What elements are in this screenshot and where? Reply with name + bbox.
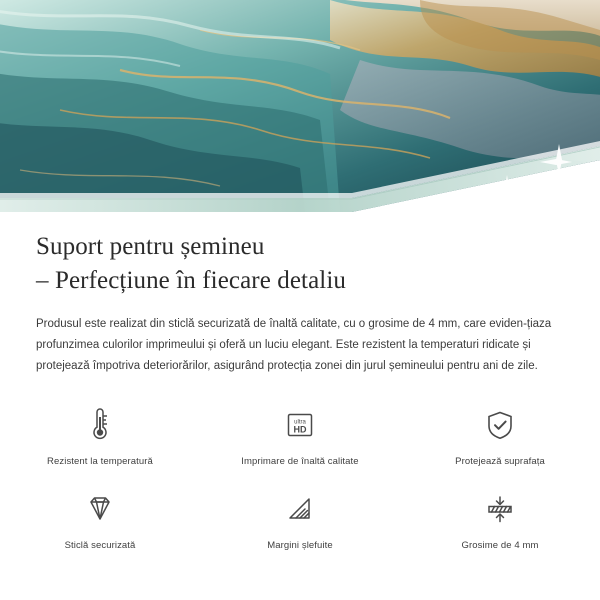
svg-text:HD: HD bbox=[293, 424, 307, 435]
feature-item-polished-edges bbox=[200, 480, 400, 556]
feature-item-surface-protection bbox=[400, 396, 600, 472]
feature-label: Protejează suprafața bbox=[455, 456, 545, 467]
feature-label: Sticlă securizată bbox=[64, 540, 136, 551]
svg-text:ultra: ultra bbox=[294, 419, 306, 426]
shield-check-icon bbox=[477, 402, 523, 448]
feature-item-tempered-glass bbox=[0, 480, 200, 556]
feature-item-print-quality bbox=[200, 396, 400, 472]
feature-grid bbox=[0, 396, 600, 556]
feature-label: Rezistent la temperatură bbox=[47, 456, 153, 467]
feature-label: Imprimare de înaltă calitate bbox=[241, 456, 359, 467]
ultra-hd-icon bbox=[277, 402, 323, 448]
text-content bbox=[0, 212, 600, 377]
page-title bbox=[0, 212, 600, 298]
feature-item-thickness bbox=[400, 480, 600, 556]
description-paragraph: Produsul este realizat din sticlă securizată de înaltă calitate, cu o grosime de 4 mm, care eviden-țiaza profunzimea culorilor imprimeului și oferă un luciu elegant. Este rezistent la temperaturi ridicate și protejează împotriva deteriorărilor, asigurând protecția zonei din jurul șemineului pentru ani de zile. bbox=[36, 318, 552, 372]
thermometer-icon bbox=[77, 402, 123, 448]
headline-line-2: – Perfecțiune în fiecare detaliu bbox=[36, 267, 346, 294]
feature-label: Margini șlefuite bbox=[267, 540, 333, 551]
diamond-icon bbox=[77, 486, 123, 532]
polished-edges-icon bbox=[277, 486, 323, 532]
feature-label: Grosime de 4 mm bbox=[461, 540, 539, 551]
headline-line-1: Suport pentru șemineu bbox=[36, 233, 265, 260]
marble-art-glass-panel-photo bbox=[0, 0, 600, 212]
hero-image bbox=[0, 0, 600, 212]
feature-item-temperature bbox=[0, 396, 200, 472]
thickness-4mm-icon bbox=[477, 486, 523, 532]
